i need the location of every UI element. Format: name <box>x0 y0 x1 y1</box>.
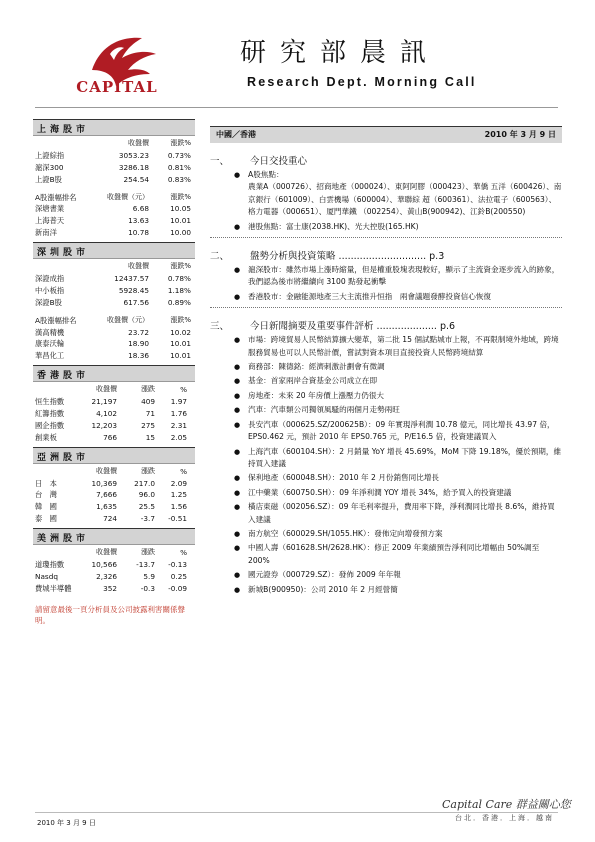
table-header-cell <box>33 466 77 478</box>
list-item: ● 上海汽車（600104.SH）：2 月銷量 YoY 增長 45.69%，MoM 下降 19.18%，優於預期，維持買入建議 <box>210 446 562 471</box>
list-item: ● 江中藥業（600750.SH）：09 年淨利潤 YOY 增長 34%，給予買入的投資建議 <box>210 487 562 499</box>
index-name: 滬深300 <box>35 162 64 172</box>
close-value: 18.36 <box>128 351 149 361</box>
list-item: ● 香港股市：金融能源地產三大主流推升恒指 兩會議題發酵投資信心恢復 <box>210 291 562 303</box>
section-number: 三、 <box>210 321 230 333</box>
change-value: 217.0 <box>134 478 155 488</box>
table-row <box>33 478 195 490</box>
change-percent: 1.25 <box>170 490 187 500</box>
table-header-cell: 收盤價 <box>96 466 117 475</box>
index-name: 中小板指 <box>35 285 65 295</box>
change-percent: 10.01 <box>170 339 191 349</box>
stock-name: 華昌化工 <box>35 351 65 361</box>
bullet-list <box>210 334 562 596</box>
header-divider <box>35 107 558 108</box>
close-value: 724 <box>103 514 117 524</box>
index-name: 上證B股 <box>35 174 62 184</box>
list-item: ● 港股焦點：富士康(2038.HK)、光大控股(165.HK) <box>210 221 562 233</box>
table-header-cell: 收盤價 <box>96 385 117 394</box>
brand-name: CAPITAL <box>76 78 158 96</box>
section-title-line <box>250 248 562 262</box>
page-subtitle: Research Dept. Morning Call <box>247 75 477 89</box>
stock-focus-list: 農業A（000726）、招商地產（000024）、東阿阿膠（000423）、華僑 五洋（600426）、南京銀行（601009）、白雲機場（600004）、華聯綜 超（600361）、法拉電子（600563）、格力電器（000651）、厦門華鐵 （002254）、黃山B(900942)、江鈴B(200550) <box>248 182 562 217</box>
change-percent: 10.00 <box>170 228 191 238</box>
list-item <box>210 169 562 219</box>
table-row <box>33 408 195 420</box>
table-row <box>33 559 195 571</box>
close-value: 10,369 <box>91 478 117 488</box>
table-header-cell: 漲跌% <box>170 192 191 201</box>
table-row <box>33 583 195 595</box>
close-value: 2,326 <box>96 571 117 581</box>
close-value: 5928.45 <box>118 285 149 295</box>
list-item: ● 滬深股市：雖然市場上漲時縮量，但是權重股塊表現較好，顯示了主流資金逐步流入的跡象，我們認為後市將繼續向 3100 點發起衝擊 <box>210 264 562 289</box>
close-value: 617.56 <box>123 297 149 307</box>
change-value: 5.9 <box>143 571 155 581</box>
change-percent: 1.56 <box>170 502 187 512</box>
list-item: ● 南方航空（600029.SH/1055.HK）：發佈定向增發預方案 <box>210 528 562 540</box>
change-percent: 2.05 <box>170 432 187 442</box>
table-row <box>33 215 195 227</box>
change-value: -13.7 <box>136 560 155 570</box>
region-label: 中國／香港 <box>216 130 256 139</box>
table-row <box>33 489 195 501</box>
main-content <box>210 126 562 598</box>
close-value: 254.54 <box>123 174 149 184</box>
change-value: -3.7 <box>140 514 155 524</box>
change-percent: 1.97 <box>170 397 187 407</box>
close-value: 10.78 <box>128 228 149 238</box>
index-name: 上證綜指 <box>35 150 65 160</box>
change-value: 409 <box>141 397 155 407</box>
change-value: 25.5 <box>138 502 155 512</box>
shanghai-market-heading: 上海股市 <box>33 119 195 136</box>
asia-market-heading: 亞洲股市 <box>33 447 195 464</box>
table-row <box>33 396 195 408</box>
table-row <box>33 285 195 297</box>
close-value: 1,635 <box>96 502 117 512</box>
page-ref[interactable]: p.6 <box>439 321 456 333</box>
dot-leader: .................... <box>376 321 437 333</box>
market-name: 日 本 <box>35 478 57 488</box>
table-header-row <box>33 315 195 327</box>
table-header-cell: 漲跌 <box>141 548 155 557</box>
index-name: 恒生指數 <box>35 397 65 407</box>
list-item: ● 市場：跨境貿易人民幣結算擴大變革，第二批 15 個試點城市上報，不再限制境外地域，跨境服務貿易也可以人民幣計價，嘗試對資本項目直接投資人民幣跨境結算 <box>210 334 562 359</box>
change-percent: -0.13 <box>168 560 187 570</box>
us-market-heading: 美洲股市 <box>33 528 195 545</box>
change-value: 96.0 <box>138 490 155 500</box>
table-header-row <box>33 384 195 396</box>
change-value: 71 <box>145 409 155 419</box>
list-item: ● 新城B(900950)：公司 2010 年 2 月經營簡 <box>210 584 562 596</box>
table-header-cell: 漲跌 <box>141 385 155 394</box>
list-item: ● 基金：首家兩岸合資基金公司成立在即 <box>210 375 562 387</box>
section-title: 今日交投重心 <box>250 156 308 167</box>
index-name: 深證B股 <box>35 297 62 307</box>
table-row <box>33 350 195 362</box>
section-title-line <box>250 318 562 332</box>
close-value: 12437.57 <box>114 274 149 284</box>
close-value: 766 <box>103 432 117 442</box>
index-name: 道瓊指數 <box>35 560 65 570</box>
table-header-cell: % <box>180 548 187 558</box>
table-header-cell: 漲跌% <box>170 139 191 147</box>
close-value: 6.68 <box>132 204 149 214</box>
list-item: ● 長安汽車（000625.SZ/200625B）：09 年實現淨利潤 10.78 億元，同比增長 43.97 倍，EPS0.462 元，預計 2010 年 EPS0.765 元，P/E16.5 倍，投資建議買入 <box>210 419 562 444</box>
content-header-bar <box>210 126 562 143</box>
change-value: 15 <box>145 432 155 442</box>
change-percent: 10.01 <box>170 351 191 361</box>
shenzhen-market-table <box>33 259 195 365</box>
table-header-cell: % <box>180 466 187 476</box>
table-row <box>33 432 195 444</box>
shanghai-market-table <box>33 136 195 242</box>
stock-name: 深塘書業 <box>35 204 65 214</box>
table-header-row <box>33 138 195 150</box>
list-item: ● 房地產：未來 20 年房價上漲壓力仍很大 <box>210 390 562 402</box>
market-name: 韓 國 <box>35 502 57 512</box>
table-row <box>33 327 195 339</box>
table-row <box>33 513 195 525</box>
section-heading <box>210 248 562 262</box>
change-percent: 0.81% <box>167 162 191 172</box>
list-item: ● 商務部：陳德銘：經濟刺激計劃會有微調 <box>210 361 562 373</box>
list-item: ● 橫店東磁（002056.SZ）：09 年毛利率提升，費用率下降，淨利潤同比增長 8.6%，維持買入建議 <box>210 501 562 526</box>
table-row <box>33 174 195 186</box>
list-item: ● 國元證券（000729.SZ）：發佈 2009 年年報 <box>210 569 562 581</box>
change-value: -0.3 <box>140 583 155 593</box>
close-value: 3053.23 <box>118 150 149 160</box>
table-row <box>33 203 195 215</box>
hongkong-market-heading: 香港股市 <box>33 365 195 382</box>
index-name: 費城半導體 <box>35 583 72 593</box>
table-header-cell: 收盤價 <box>128 262 149 271</box>
index-name: 紅籌指數 <box>35 409 65 419</box>
change-value: 275 <box>141 420 155 430</box>
market-name: 台 灣 <box>35 490 57 500</box>
index-name: 國企指數 <box>35 420 65 430</box>
dot-leader: ............................. <box>338 251 427 263</box>
close-value: 7,666 <box>96 490 117 500</box>
table-row <box>33 571 195 583</box>
change-percent: 0.73% <box>167 150 191 160</box>
close-value: 21,197 <box>91 397 117 407</box>
table-header-cell: 收盤價（元） <box>107 315 149 324</box>
page-title: 研究部晨訊 <box>240 38 441 68</box>
table-header-row <box>33 192 195 204</box>
bullet-list <box>210 264 562 303</box>
change-percent: -0.51 <box>168 514 187 524</box>
table-header-cell: 漲跌% <box>170 315 191 324</box>
change-percent: 0.83% <box>167 174 191 184</box>
close-value: 13.63 <box>128 216 149 226</box>
change-percent: 0.78% <box>167 274 191 284</box>
bullet-text: A股焦點： <box>248 170 284 179</box>
table-row <box>33 273 195 285</box>
close-value: 18.90 <box>128 339 149 349</box>
market-sidebar <box>33 119 195 626</box>
section-number: 二、 <box>210 251 230 263</box>
close-value: 23.72 <box>128 327 149 337</box>
stock-name: 新南洋 <box>35 228 57 238</box>
market-name: 泰 國 <box>35 514 57 524</box>
footer-date: 2010 年 3 月 9 日 <box>37 819 96 827</box>
disclaimer-note: 請留意最後一頁分析員及公司披露利害關係聲明。 <box>35 604 185 625</box>
table-row <box>33 338 195 350</box>
table-header-cell: A股漲幅排名 <box>35 192 77 202</box>
section-title: 今日新聞摘要及重要事件評析 <box>250 321 374 333</box>
close-value: 12,203 <box>91 420 117 430</box>
change-percent: 1.18% <box>167 285 191 295</box>
footer-brand: Capital Care 群益關心您 <box>442 798 571 811</box>
table-row <box>33 420 195 432</box>
table-row <box>33 501 195 513</box>
close-value: 3286.18 <box>118 162 149 172</box>
page-ref[interactable]: p.3 <box>429 251 445 263</box>
table-header-cell: 收盤價 <box>96 548 117 557</box>
section-heading <box>210 153 562 167</box>
change-percent: 0.89% <box>167 297 191 307</box>
table-header-row <box>33 261 195 273</box>
change-percent: 0.25 <box>170 571 187 581</box>
index-name: Nasdq <box>35 571 58 581</box>
table-header-cell: A股漲幅排名 <box>35 315 77 325</box>
table-row <box>33 162 195 174</box>
section-title: 盤勢分析與投資策略 <box>250 251 336 263</box>
table-header-row <box>33 466 195 478</box>
index-name: 深證成指 <box>35 274 65 284</box>
table-header-row <box>33 547 195 559</box>
section-divider <box>210 307 562 308</box>
change-percent: 2.09 <box>170 478 187 488</box>
asia-market-table <box>33 464 195 528</box>
close-value: 10,566 <box>91 560 117 570</box>
table-header-cell: 收盤價（元） <box>107 192 149 201</box>
table-row <box>33 297 195 309</box>
stock-name: 康泰沃輪 <box>35 339 65 349</box>
stock-name: 上海普天 <box>35 216 65 226</box>
change-percent: 2.31 <box>170 420 187 430</box>
report-date: 2010 年 3 月 9 日 <box>484 130 556 139</box>
shenzhen-market-heading: 深圳股市 <box>33 242 195 259</box>
table-header-cell: 漲跌 <box>141 466 155 475</box>
list-item: ● 保利地產（600048.SH）：2010 年 2 月份銷售同比增長 <box>210 472 562 484</box>
change-percent: 10.05 <box>170 204 191 214</box>
close-value: 352 <box>103 583 117 593</box>
table-header-cell: 漲跌% <box>170 262 191 271</box>
table-row <box>33 150 195 162</box>
table-header-cell <box>33 384 77 396</box>
bullet-list <box>210 169 562 233</box>
table-header-cell: % <box>180 385 187 395</box>
hongkong-market-table <box>33 382 195 446</box>
list-item: ● 中國人壽（601628.SH/2628.HK）：修正 2009 年業績預告淨利同比增幅由 50%調至 200% <box>210 542 562 567</box>
table-header-cell <box>33 138 97 150</box>
section-heading <box>210 318 562 332</box>
section-number: 一、 <box>210 156 230 167</box>
table-header-cell <box>33 547 77 559</box>
section-divider <box>210 237 562 238</box>
change-percent: 10.02 <box>170 327 191 337</box>
table-header-cell <box>33 261 97 273</box>
table-header-cell: 收盤價 <box>128 139 149 147</box>
us-market-table <box>33 545 195 598</box>
index-name: 創業板 <box>35 432 57 442</box>
change-percent: 10.01 <box>170 216 191 226</box>
stock-name: 漢高精機 <box>35 327 65 337</box>
change-percent: -0.09 <box>168 583 187 593</box>
list-item: ● 汽車：汽車類公司獨領風騷的兩個月走勢兩旺 <box>210 404 562 416</box>
change-percent: 1.76 <box>170 409 187 419</box>
table-row <box>33 227 195 239</box>
footer-cities: 台北．香港．上海．越南 <box>455 814 554 822</box>
close-value: 4,102 <box>96 409 117 419</box>
